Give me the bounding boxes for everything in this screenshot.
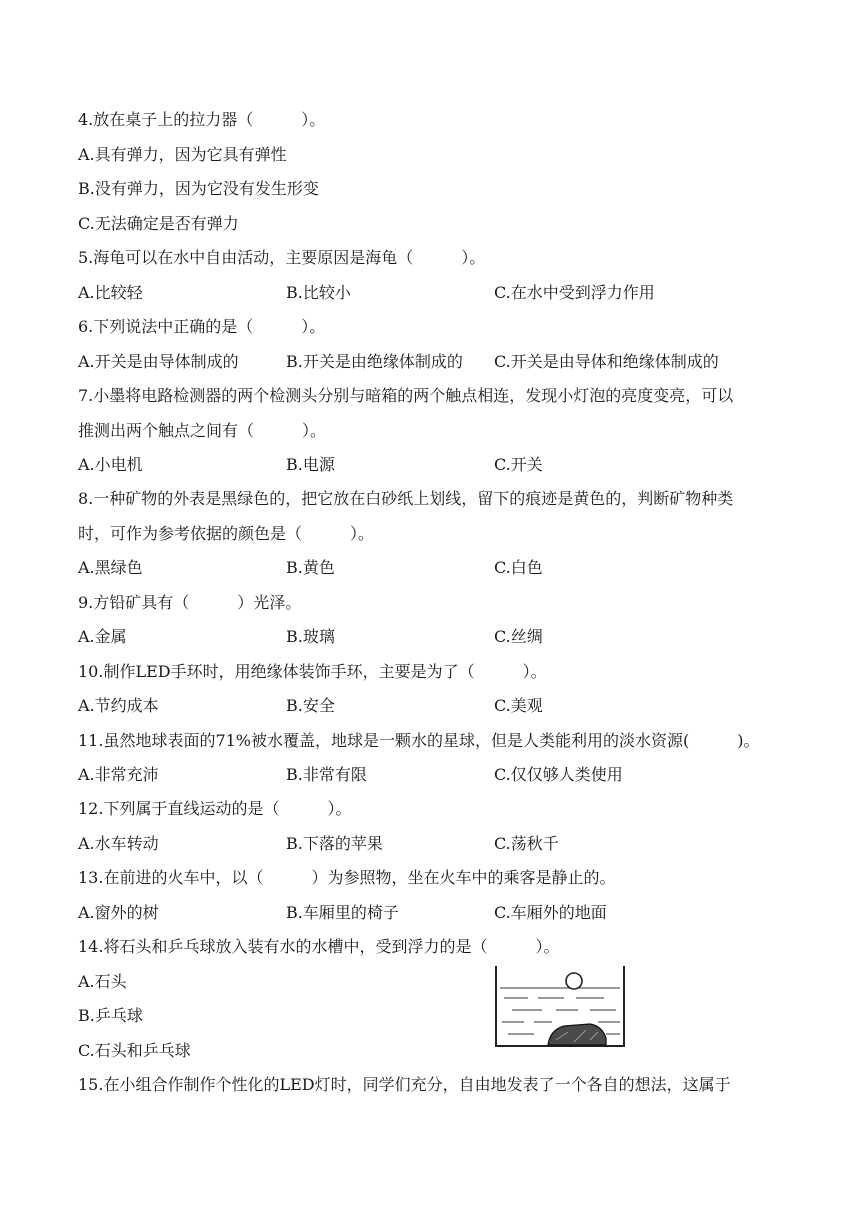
question-13-option-a: A.窗外的树 — [78, 903, 159, 922]
question-11-option-c: C.仅仅够人类使用 — [494, 765, 623, 784]
question-8-option-b: B.黄色 — [286, 558, 335, 577]
stone-icon — [548, 1024, 606, 1045]
question-4-option-c: C.无法确定是否有弹力 — [78, 214, 239, 233]
question-4-option-b: B.没有弹力，因为它没有发生形变 — [78, 179, 319, 198]
question-14-option-c: C.石头和乒乓球 — [78, 1041, 191, 1060]
question-12-option-c: C.荡秋千 — [494, 834, 559, 853]
question-9-option-c: C.丝绸 — [494, 627, 543, 646]
question-11-stem: 11.虽然地球表面的71%被水覆盖，地球是一颗水的星球，但是人类能利用的淡水资源( )。 — [78, 731, 760, 750]
ping-pong-ball-icon — [566, 973, 582, 989]
question-6-option-b: B.开关是由绝缘体制成的 — [286, 352, 463, 371]
question-13-stem: 13.在前进的火车中，以（ ）为参照物，坐在火车中的乘客是静止的。 — [78, 868, 616, 887]
question-7-stem-line-1: 7.小墨将电路检测器的两个检测头分别与暗箱的两个触点相连，发现小灯泡的亮度变亮，可以 — [78, 386, 734, 405]
question-9-stem: 9.方铅矿具有（ ）光泽。 — [78, 593, 302, 612]
question-12-stem: 12.下列属于直线运动的是（ ）。 — [78, 799, 352, 818]
question-10-option-b: B.安全 — [286, 696, 335, 715]
question-8-option-a: A.黑绿色 — [78, 558, 143, 577]
question-14-option-b: B.乒乓球 — [78, 1006, 143, 1025]
question-11-option-a: A.非常充沛 — [78, 765, 159, 784]
question-12-option-a: A.水车转动 — [78, 834, 159, 853]
question-11-option-b: B.非常有限 — [286, 765, 367, 784]
question-8-stem-line-2: 时，可作为参考依据的颜色是（ ）。 — [78, 524, 375, 543]
question-10-option-a: A.节约成本 — [78, 696, 159, 715]
question-10-stem: 10.制作LED手环时，用绝缘体装饰手环，主要是为了（ ）。 — [78, 662, 547, 681]
question-6-option-c: C.开关是由导体和绝缘体制成的 — [494, 352, 719, 371]
question-14-stem: 14.将石头和乒乓球放入装有水的水槽中，受到浮力的是（ ）。 — [78, 937, 560, 956]
question-4-option-a: A.具有弹力，因为它具有弹性 — [78, 145, 287, 164]
water-tank-figure — [494, 964, 626, 1052]
question-12-option-b: B.下落的苹果 — [286, 834, 383, 853]
question-14-option-a: A.石头 — [78, 972, 127, 991]
question-5-stem: 5.海龟可以在水中自由活动，主要原因是海龟（ ）。 — [78, 248, 486, 267]
question-7-option-c: C.开关 — [494, 455, 543, 474]
question-8-option-c: C.白色 — [494, 558, 543, 577]
question-8-stem-line-1: 8.一种矿物的外表是黑绿色的，把它放在白砂纸上划线，留下的痕迹是黄色的，判断矿物种类 — [78, 489, 734, 508]
question-13-option-c: C.车厢外的地面 — [494, 903, 607, 922]
question-5-option-b: B.比较小 — [286, 283, 351, 302]
question-10-option-c: C.美观 — [494, 696, 543, 715]
question-6-stem: 6.下列说法中正确的是（ ）。 — [78, 317, 326, 336]
question-9-option-b: B.玻璃 — [286, 627, 335, 646]
question-9-option-a: A.金属 — [78, 627, 127, 646]
question-7-option-a: A.小电机 — [78, 455, 143, 474]
question-7-option-b: B.电源 — [286, 455, 335, 474]
question-6-option-a: A.开关是由导体制成的 — [78, 352, 239, 371]
question-7-stem-line-2: 推测出两个触点之间有（ ）。 — [78, 421, 327, 440]
question-15-stem: 15.在小组合作制作个性化的LED灯时，同学们充分，自由地发表了一个各自的想法，这属于 — [78, 1075, 731, 1094]
question-4-stem: 4.放在桌子上的拉力器（ ）。 — [78, 110, 326, 129]
question-5-option-a: A.比较轻 — [78, 283, 143, 302]
question-13-option-b: B.车厢里的椅子 — [286, 903, 399, 922]
question-5-option-c: C.在水中受到浮力作用 — [494, 283, 655, 302]
